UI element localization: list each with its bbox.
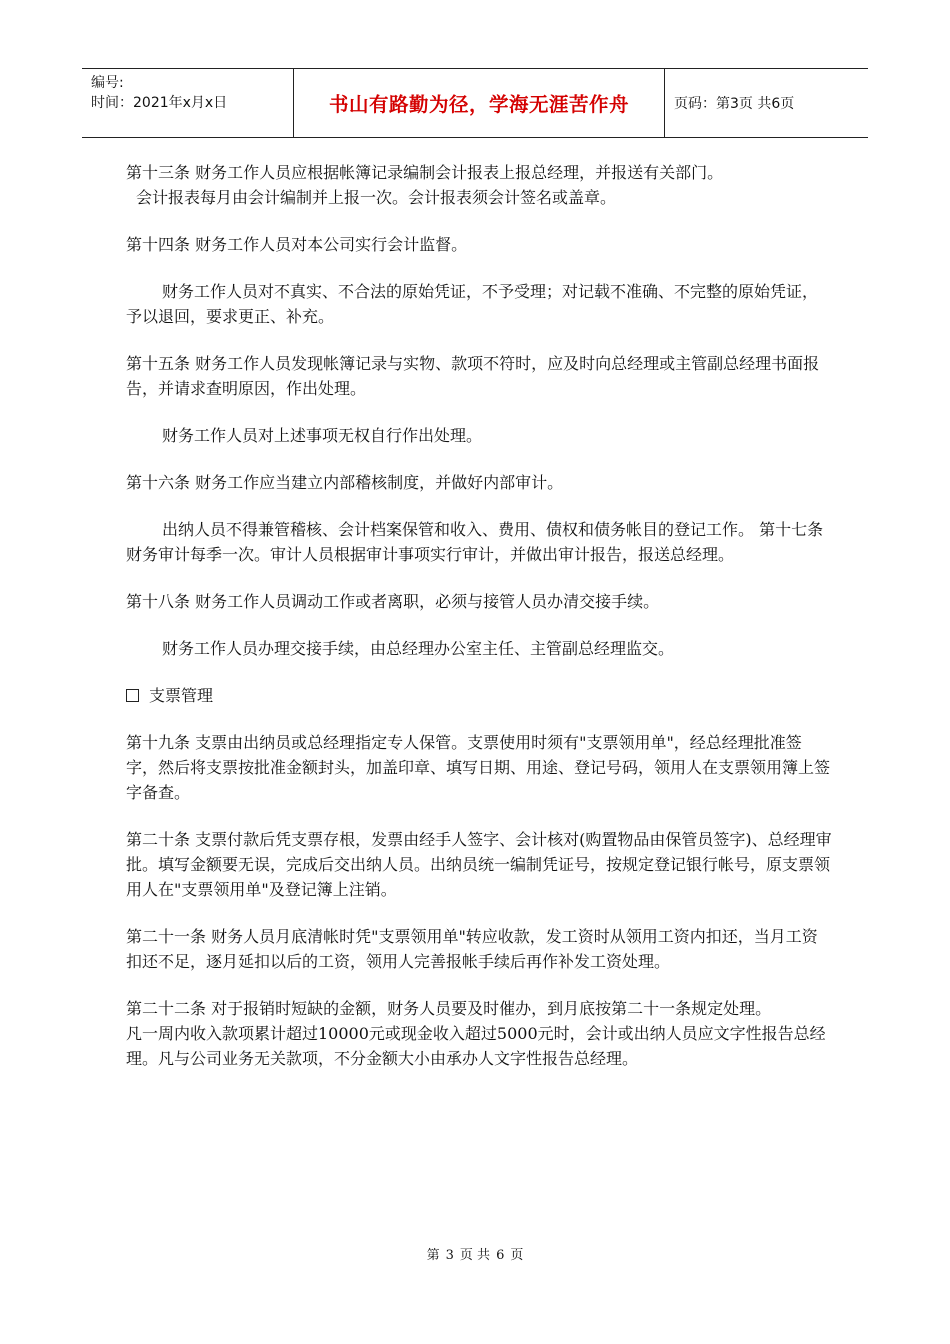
- article-18: 第十八条 财务工作人员调动工作或者离职，必须与接管人员办清交接手续。: [126, 592, 660, 611]
- header-page-info: 页码：第3页 共6页: [674, 96, 795, 112]
- footer-page-total: 6: [496, 1248, 505, 1263]
- header-motto: 书山有路勤为径，学海无涯苦作舟: [294, 69, 665, 137]
- time-label: 时间：2021年x月x日: [91, 95, 228, 111]
- article-14-detail: 财务工作人员对不真实、不合法的原始凭证，不予受理；对记载不准确、不完整的原始凭证，予以退回，要求更正、补充。: [126, 282, 819, 326]
- page-footer: [0, 1244, 950, 1263]
- article-22: 第二十二条 对于报销时短缺的金额，财务人员要及时催办，到月底按第二十一条规定处理。: [126, 999, 772, 1018]
- number-label: 编号:: [91, 75, 124, 91]
- article-13-line1: 第十三条 财务工作人员应根据帐簿记录编制会计报表上报总经理，并报送有关部门。: [126, 163, 724, 182]
- footer-mid: 页 共: [459, 1248, 491, 1263]
- header-meta: [82, 69, 294, 137]
- checkbox-icon: [126, 689, 139, 702]
- article-18-detail: 财务工作人员办理交接手续，由总经理办公室主任、主管副总经理监交。: [162, 639, 675, 658]
- article-22-continued: 凡一周内收入款项累计超过10000元或现金收入超过5000元时，会计或出纳人员应文字性报告总经理。凡与公司业务无关款项，不分金额大小由承办人文字性报告总经理。: [126, 1024, 826, 1068]
- section-heading: [126, 683, 832, 708]
- article-14: 第十四条 财务工作人员对本公司实行会计监督。: [126, 235, 468, 254]
- article-20: 第二十条 支票付款后凭支票存根，发票由经手人签字、会计核对(购置物品由保管员签字)、总经理审批。填写金额要无误，完成后交出纳人员。出纳员统一编制凭证号，按规定登记银行帐号，原支票领用人在"支票领用单"及登记簿上注销。: [126, 830, 832, 899]
- footer-page-number: 3: [445, 1248, 454, 1263]
- article-16-17: 出纳人员不得兼管稽核、会计档案保管和收入、费用、债权和债务帐目的登记工作。 第十七条 财务审计每季一次。审计人员根据审计事项实行审计，并做出审计报告，报送总经理。: [126, 520, 824, 564]
- page-header: [82, 68, 868, 138]
- article-16: 第十六条 财务工作应当建立内部稽核制度，并做好内部审计。: [126, 473, 564, 492]
- document-body: [126, 160, 832, 1093]
- article-15-detail: 财务工作人员对上述事项无权自行作出处理。: [162, 426, 483, 445]
- section-cheque-title: 支票管理: [149, 686, 214, 705]
- article-13: [126, 160, 832, 210]
- article-19: 第十九条 支票由出纳员或总经理指定专人保管。支票使用时须有"支票领用单"，经总经理批准签字，然后将支票按批准金额封头，加盖印章、填写日期、用途、登记号码，领用人在支票领用簿上签字备查。: [126, 733, 831, 802]
- footer-suffix: 页: [510, 1248, 524, 1263]
- article-13-line2: 会计报表每月由会计编制并上报一次。会计报表须会计签名或盖章。: [136, 188, 617, 207]
- article-21: 第二十一条 财务人员月底清帐时凭"支票领用单"转应收款，发工资时从领用工资内扣还，当月工资扣还不足，逐月延扣以后的工资，领用人完善报帐手续后再作补发工资处理。: [126, 927, 818, 971]
- footer-prefix: 第: [426, 1248, 440, 1263]
- article-15: 第十五条 财务工作人员发现帐簿记录与实物、款项不符时，应及时向总经理或主管副总经理书面报告，并请求查明原因，作出处理。: [126, 354, 820, 398]
